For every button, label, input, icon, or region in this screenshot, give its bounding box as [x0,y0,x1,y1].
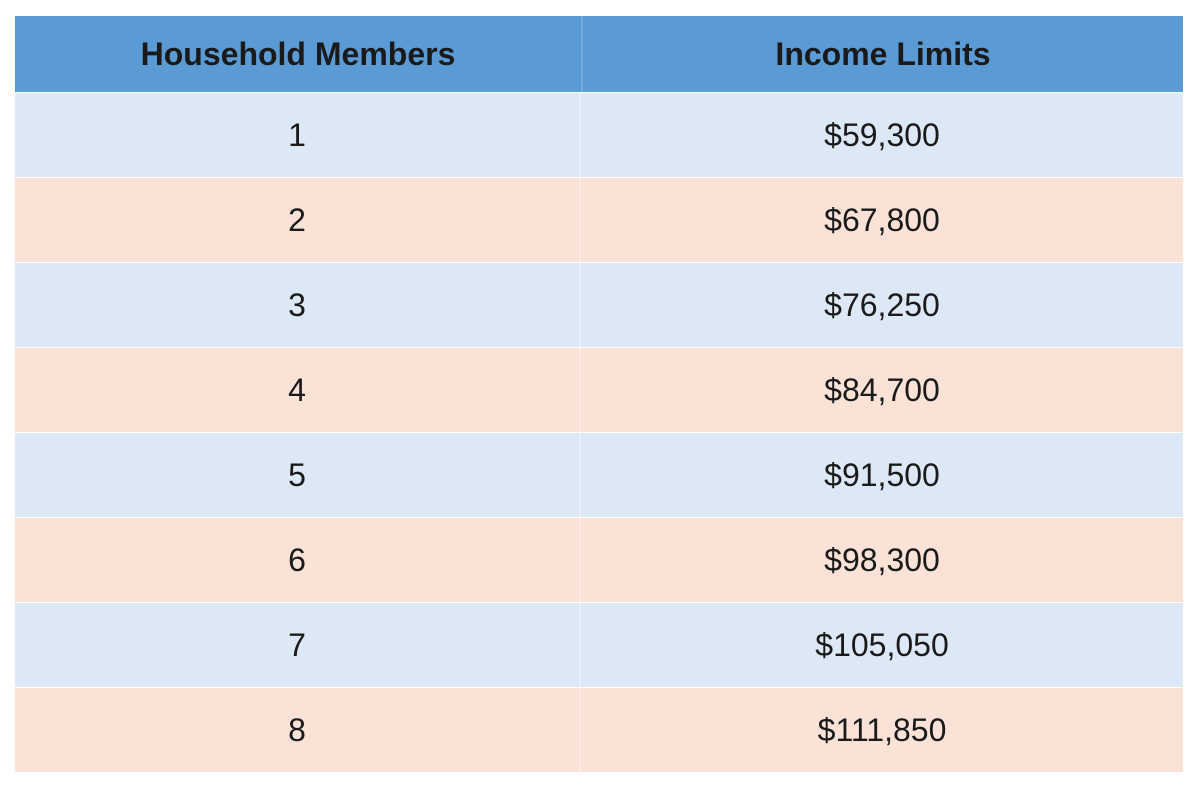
household-members-cell: 3 [15,263,581,347]
header-income-limits: Income Limits [775,35,991,72]
income-limit-cell: $59,300 [824,116,940,153]
income-limit-cell: $76,250 [824,286,940,323]
income-limit-cell: $111,850 [817,711,947,748]
income-limit-cell: $105,050 [815,626,949,663]
table-row [15,92,1183,177]
household-members-cell: 8 [15,688,581,772]
household-members-cell: 1 [15,93,581,177]
income-limit-cell: $91,500 [824,456,940,493]
table-row [15,432,1183,517]
household-members-cell: 6 [15,518,581,602]
household-members-cell: 5 [15,433,581,517]
household-members-cell: 4 [15,348,581,432]
table-row [15,517,1183,602]
header-household-members: Household Members [15,16,583,92]
household-members-cell: 7 [15,603,581,687]
table-row [15,177,1183,262]
table-header-row [15,16,1183,92]
income-limit-cell: $84,700 [824,371,940,408]
table-row [15,687,1183,772]
income-limits-table [15,16,1183,772]
table-row [15,602,1183,687]
household-members-cell: 2 [15,178,581,262]
table-row [15,262,1183,347]
income-limit-cell: $98,300 [824,541,940,578]
income-limit-cell: $67,800 [824,201,940,238]
table-row [15,347,1183,432]
